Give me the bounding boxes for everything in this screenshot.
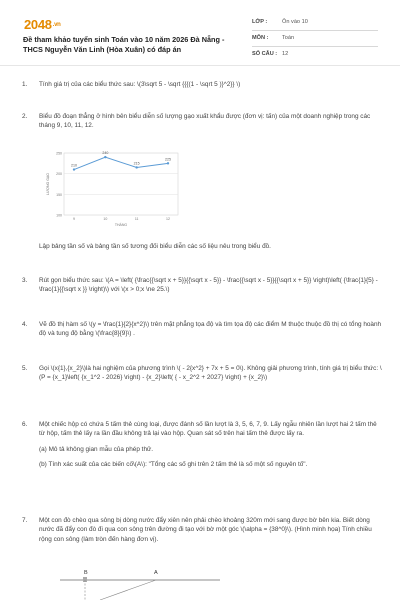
line-chart	[42, 145, 190, 228]
meta-value: Ôn vào 10	[282, 19, 308, 26]
y-tick-label: 200	[56, 172, 62, 177]
question-number: 1.	[22, 81, 28, 88]
meta-row-subject	[252, 31, 378, 47]
data-label: 240	[102, 151, 109, 156]
meta-row-count	[252, 47, 378, 62]
meta-row-class	[252, 15, 378, 31]
question-text: Tính giá trị của các biểu thức sau: \(3\sqrt 5 - \sqrt {{{(1 - \sqrt 5 )}^2}} \)	[39, 81, 241, 88]
question-4	[22, 320, 382, 339]
question-number: 7.	[22, 517, 28, 524]
meta-label: LỚP :	[252, 19, 268, 26]
question-2-task	[22, 242, 382, 251]
meta-label: MÔN :	[252, 35, 269, 42]
document-title: Đề tham khảo tuyển sinh Toán vào 10 năm 2026 Đà Nẵng - THCS Nguyễn Văn Linh (Hòa Xuân) có đáp án	[23, 35, 225, 55]
question-7	[22, 516, 382, 544]
question-5	[22, 364, 382, 383]
data-point	[167, 162, 169, 164]
question-3	[22, 276, 382, 295]
point-b-label: B	[84, 570, 88, 576]
site-logo[interactable]	[24, 16, 61, 35]
meta-table	[252, 15, 378, 62]
question-number: 6.	[22, 421, 28, 428]
question-text: Gọi \(x{1},{x_2}\)là hai nghiệm của phương trình \( - 2{x^2} + 7x + 5 = 0\). Không giải phương trình, tính giá trị biểu thức: \(P = {x_1}\left( {x_1^2 - 2026} \right) - {x_2}\left( { - x_2^2 + 2027} \right) + {x_2}\)	[39, 365, 382, 382]
question-1	[22, 80, 382, 89]
y-axis-label: LƯỢNG GẠO	[46, 173, 50, 195]
question-number: 3.	[22, 277, 28, 284]
logo-suffix: .vn	[52, 22, 61, 29]
data-point	[73, 168, 75, 170]
river-illustration	[60, 566, 220, 600]
meta-value: Toán	[282, 35, 295, 42]
question-text: Vẽ đồ thị hàm số \(y = \frac{1}{2}{x^2}\) trên mặt phẳng tọa độ và tìm tọa độ các điểm M thuộc thuộc đồ thị có tổng hoành độ và tung độ bằng \(\frac{8}{9}\) .	[39, 321, 382, 338]
question-part-a: (a) Mô tả không gian mẫu của phép thử.	[39, 445, 154, 453]
question-part-b: (b) Tính xác suất của các biến cố\(A\): "Tổng các số ghi trên 2 tấm thẻ là số một số nguyên tố".	[39, 460, 308, 468]
x-tick-label: 9	[73, 217, 75, 221]
data-point	[104, 156, 106, 158]
question-text: Một chiếc hộp có chứa 5 tấm thẻ cùng loại, được đánh số lần lượt là 3, 5, 6, 7, 9. Lấy ngẫu nhiên lần lượt hai 2 tấm thẻ từ hộp, tấm thẻ lấy ra lần đầu không trả lại vào hộp. Quan sát số trên hai tấm thẻ được lấy ra.	[39, 421, 377, 438]
question-number: 5.	[22, 365, 28, 372]
x-tick-label: 11	[134, 217, 139, 221]
header	[0, 0, 400, 62]
data-label: 225	[165, 157, 171, 162]
data-label: 210	[71, 163, 77, 168]
data-point	[135, 166, 137, 168]
x-tick-label: 12	[166, 217, 170, 221]
boat-path-line	[100, 580, 156, 600]
question-text: Một con đò chèo qua sông bị dòng nước đẩy xiên nên phải chèo khoảng 320m mới sang được bờ bên kia. Biết dòng nước đã đẩy con đò đi qua con sông trên đường đi tạo với bờ một góc \(\alpha = {38^0}\). (Hình minh họa) Tính chiều rộng con sông (làm tròn đến hàng đơn vị).	[39, 517, 372, 543]
logo-text: 2048	[24, 17, 52, 32]
point-a-label: A	[154, 570, 158, 576]
question-text: Biểu đồ đoạn thẳng ở hình bên biểu diễn số lượng gạo xuất khẩu được (đơn vị: tấn) của một doanh nghiệp trong các tháng 9, 10, 11, 12.	[39, 113, 371, 130]
question-text: Rút gọn biểu thức sau: \(A = \left( {\frac{{\sqrt x + 5}}{{\sqrt x - 5}} - \frac{{\sqrt x - 5}}{{\sqrt x + 5}} \right)\left( {\frac{1}{5} - \frac{1}{{\sqrt x }} \right)\) với \(x > 0;x \ne 25.\)	[39, 277, 378, 294]
question-2	[22, 112, 382, 131]
y-tick-label: 250	[56, 151, 62, 156]
question-task-text: Lập bảng tần số và bảng tần số tương đối biểu diễn các số liệu nêu trong biểu đồ.	[39, 243, 271, 250]
question-number: 2.	[22, 113, 28, 120]
x-axis-label: THÁNG	[114, 223, 128, 227]
question-number: 4.	[22, 321, 28, 328]
y-tick-label: 100	[56, 213, 62, 218]
question-6	[22, 420, 382, 469]
header-divider	[0, 65, 400, 66]
data-label: 215	[133, 161, 140, 166]
y-tick-label: 150	[56, 192, 62, 197]
x-tick-label: 10	[103, 217, 108, 221]
series-line	[74, 157, 168, 169]
rice-export-chart	[42, 145, 190, 228]
meta-label: SỐ CÂU :	[252, 51, 278, 58]
meta-value: 12	[282, 51, 289, 58]
